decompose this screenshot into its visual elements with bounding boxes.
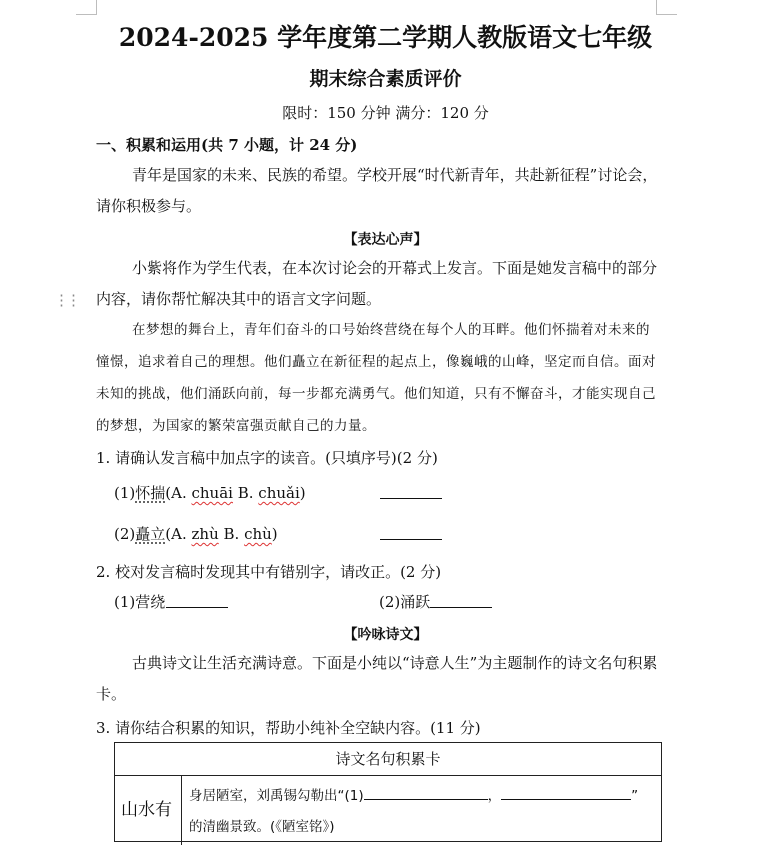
card-title: 诗文名句积累卡 [115, 743, 661, 776]
answer-blank-2-1[interactable] [166, 591, 228, 608]
express-intro: 小紫将作为学生代表，在本次讨论会的开幕式上发言。下面是她发言稿中的部分内容，请你帮忙解决其中的语言文字问题。 [96, 259, 658, 308]
time-info: 限时：150 分钟 满分：120 分 [282, 104, 489, 122]
question-2-item-1: (1)营绕 [114, 593, 166, 611]
dotted-word: 怀揣 [135, 484, 166, 502]
answer-blank-2-2[interactable] [430, 591, 492, 608]
question-1-item-2: (2)矗立(A. zhù B. chù) [114, 525, 278, 543]
poetry-heading: 【吟咏诗文】 [343, 627, 428, 643]
card-row-label: 山水有 [121, 800, 172, 820]
express-heading: 【表达心声】 [343, 232, 428, 248]
answer-blank-1-2[interactable] [380, 523, 442, 540]
card-line-1: 身居陋室，刘禹锡勾勒出“(1) ， ” [189, 783, 638, 804]
page-corner-mark [656, 0, 677, 15]
question-2-item-2: (2)涌跃 [379, 593, 431, 611]
exam-subtitle: 期末综合素质评价 [309, 68, 462, 90]
answer-blank-1-1[interactable] [380, 482, 442, 499]
answer-blank-3-1[interactable] [364, 783, 488, 800]
dotted-word: 矗立 [135, 525, 166, 543]
speech-excerpt: 在梦想的舞台上，青年们奋斗的口号始终营绕在每个人的耳畔。他们怀揣着对未来的憧憬，追求着自己的理想。他们矗立在新征程的起点上，像巍峨的山峰，坚定而自信。面对未知的挑战，他们涌跃向前，每一步都充满勇气。他们知道，只有不懈奋斗，才能实现自己的梦想，为国家的繁荣富强贡献自己的力量。 [96, 322, 656, 434]
pinyin-a: chuāi [191, 484, 233, 502]
drag-handle-icon[interactable]: ⋮⋮ [54, 291, 78, 309]
question-1-item-1: (1)怀揣(A. chuāi B. chuǎi) [114, 484, 306, 502]
page-corner-mark [76, 0, 97, 15]
card-line-2: 的清幽景致。(《陋室铭》) [189, 819, 335, 835]
pinyin-b: chuǎi [258, 484, 300, 502]
question-1-stem: 1. 请确认发言稿中加点字的读音。(只填序号)(2 分) [96, 449, 438, 467]
answer-blank-3-2[interactable] [501, 783, 631, 800]
poetry-card-table [114, 742, 662, 842]
poetry-intro: 古典诗文让生活充满诗意。下面是小纯以“诗意人生”为主题制作的诗文名句积累卡。 [96, 654, 658, 703]
exam-title: 2024-2025 学年度第二学期人教版语文七年级 [118, 23, 653, 52]
pinyin-b: chù [244, 525, 272, 543]
question-2-stem: 2. 校对发言稿时发现其中有错别字，请改正。(2 分) [96, 563, 442, 581]
question-3-stem: 3. 请你结合积累的知识，帮助小纯补全空缺内容。(11 分) [96, 719, 481, 737]
section-heading: 一、积累和运用(共 7 小题，计 24 分) [96, 136, 358, 154]
section-intro: 青年是国家的未来、民族的希望。学校开展“时代新青年，共赴新征程”讨论会，请你积极参与。 [96, 166, 658, 215]
pinyin-a: zhù [191, 525, 219, 543]
